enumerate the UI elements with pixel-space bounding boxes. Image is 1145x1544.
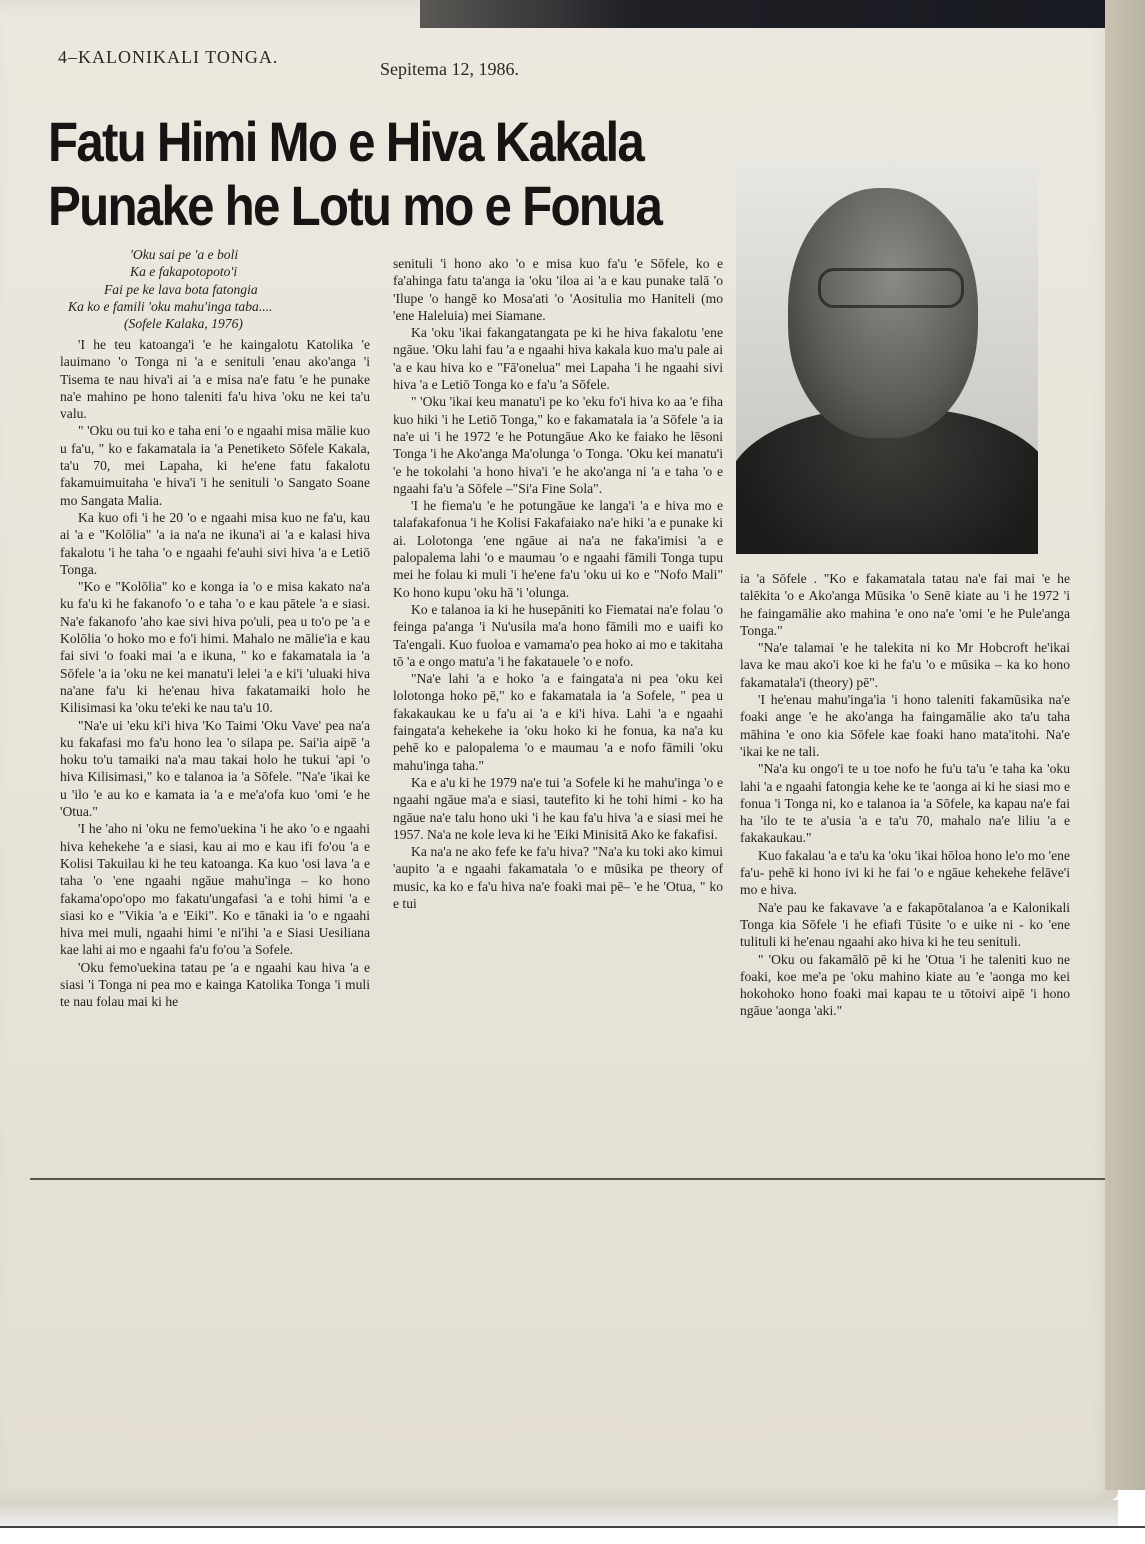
poem-line: 'Oku sai pe 'a e boli xyxy=(130,247,239,262)
headline xyxy=(48,110,662,238)
paragraph: "Na'e lahi 'a e hoko 'a e faingata'a ni pea 'oku kei lolotonga hoko pē," ko e fakamatala ia 'a Sofele, " pea u fakakaukau ke u fa'u ai 'a e ki'i hiva. Lahi 'a e ngaahi faingata'a kehekehe ia 'oku hoko ki he fonua, ka na'a ku pehē ko e palopalema 'o e maumau 'a e nofo fāmili 'oku mahu'inga taha." xyxy=(393,671,723,773)
paragraph: " 'Oku ou fakamālō pē ki he 'Otua 'i he taleniti kuo ne foaki, koe me'a pe 'oku mahino kiate au 'e 'aonga mo kei hokohoko hono foaki mai kapau te u tōtoivi aipē 'i hono ngāue 'aonga 'aki." xyxy=(740,951,1070,1019)
poem-line: Fai pe ke lava bota fatongia xyxy=(104,281,258,297)
paragraph: "Ko e "Kolōlia" ko e konga ia 'o e misa kakato na'a ku fa'u ki he fakanofo 'o e taha 'o e kau pātele 'a e siasi. Na'e fakanofo 'aho kae sivi hiva po'uli, pea u to'o pe 'a e Kolōlia 'o hoko mo e fo'i himi. Mahalo ne mālie'ia e kau fai sivi 'o foaki mai 'a e ikuna, " ko e fakamatala ia 'a Sōfele 'a ia 'oku ne kei manatu'i lelei 'a e ki'i 'uluaki hiva na'ane fa'u ki he'enau hiva fakatamaiki holo he Kilisimasi ka 'oku te'eki ke nau ta'u 10. xyxy=(60,579,370,716)
article-column-3 xyxy=(740,570,1070,1020)
paragraph: 'Oku femo'uekina tatau pe 'a e ngaahi kau hiva 'a e siasi 'i Tonga ni pea mo e kainga Katolika Tonga 'i muli te nau folau mai ki he xyxy=(60,959,370,1010)
portrait-photo xyxy=(736,158,1038,554)
page-bottom-edge xyxy=(0,1500,1118,1526)
paragraph: Na'e pau ke fakavave 'a e fakapōtalanoa 'a e Kalonikali Tonga kia Sōfele 'i he efiafi Tūsite 'o e uike ni - ko 'ene tulituli ki he'enau ngaahi ako hiva ki he teu senituli. xyxy=(740,899,1070,950)
paragraph: 'I he 'aho ni 'oku ne femo'uekina 'i he ako 'o e ngaahi hiva kehekehe 'a e siasi, kau ai mo e kau ifi fo'ou 'a e Kolisi Takuilau ki he teu katoanga. Ka kuo 'osi lava 'a e taha 'o 'ene ngaahi ngāue mahu'inga – ko hono fakama'opo'opo mo fakatu'ungafasi 'a e tohi himi 'a e siasi ko e "Vikia 'a e 'Eiki". Ko e tānaki ia 'o e ngaahi hiva mei muli, ngaahi himi 'e ni'ihi 'a e Siasi Uesiliana kae lahi ai mo e ngaahi fa'u fo'ou 'a Sofele. xyxy=(60,821,370,958)
article-column-2 xyxy=(393,255,723,912)
article-column-1 xyxy=(60,336,370,1011)
paragraph: Ka e a'u ki he 1979 na'e tui 'a Sofele ki he mahu'inga 'o e ngaahi ngāue ma'a e siasi, tautefito ki he tohi himi - ko ha ngāue na'e talu hono uki 'i he kau fa'u hiva 'a e siasi mei he 1957. Na'a ne kole leva ki he 'Eiki Minisitā Ako ke fakafisi. xyxy=(393,774,723,842)
background-edge xyxy=(420,0,1145,28)
headline-line-1: Fatu Himi Mo e Hiva Kakala xyxy=(48,110,644,173)
paragraph: 'I he teu katoanga'i 'e he kaingalotu Katolika 'e lauimano 'o Tonga ni 'a e senituli 'enau ako'anga 'i Tisema te nau hiva'i ai 'a e misa na'e fatu 'e he punake na'e mahino pe hono taleniti fa'u hiva 'oku ne kei ta'u valu. xyxy=(60,337,370,422)
paragraph: Kuo fakalau 'a e ta'u ka 'oku 'ikai hōloa hono le'o mo 'ene fa'u- pehē ki hono ivi ki he fai 'o e ngāue kehekehe felāve'i mo e hiva. xyxy=(740,847,1070,898)
paragraph: Ka 'oku 'ikai fakangatangata pe ki he hiva fakalotu 'ene ngāue. 'Oku lahi fau 'a e ngaahi hiva kakala kuo ma'u pale ai 'a e kau hiva ko e "Fā'onelua" mei Lapaha 'i he ngaahi sivi hiva 'a e Letiō Tonga ko e fa'u 'a Sōfele. xyxy=(393,325,723,393)
poem-line: Ka ko e famili 'oku mahu'inga taba.... xyxy=(68,298,273,314)
paragraph: "Na'e ui 'eku ki'i hiva 'Ko Taimi 'Oku Vave' pea na'a ku fakafasi mo fa'u hono lea 'o silapa pe. Sai'ia aipē 'a hoku to'u tamaiki na'a mau takai holo he tukui 'api 'o hiva Kilisimasi," ko e talanoa ia 'a Sōfele. "Na'e 'ikai ke u 'ilo 'e au ko e kamata ia 'a e me'a'ofa kuo 'omi 'e he 'Otua." xyxy=(60,717,370,820)
epigraph-poem xyxy=(68,246,318,332)
paragraph: "Na'e talamai 'e he talekita ni ko Mr Hobcroft he'ikai lava ke mau ako'i koe ki he fa'u 'o e mūsika – ka ko hono fakamatala'i (theory) pē". xyxy=(740,640,1070,690)
paragraph: 'I he'enau mahu'inga'ia 'i hono taleniti fakamūsika na'e foaki ange 'e he ako'anga ha faingamālie ako ta'u taha māhina 'e ono kia Sōfele kae foaki hano mata'itohi. Na'e 'ikai ke ne tali. xyxy=(740,692,1070,759)
page-edge-shadow xyxy=(1105,0,1145,1490)
paragraph: " 'Oku 'ikai keu manatu'i pe ko 'eku fo'i hiva ko aa 'e fiha kuo hiki 'i he Letiō Tonga," ko e fakamatala ia 'a Sōfele 'a ia na'e ui 'i he 1972 'e he Potungāue Ako ke faiako he lēsoni Tonga 'i he Ako'anga Ma'olunga 'o Tonga. 'Oku kei manatu'i 'e he tokolahi 'a hono hiva'i 'e he ako'anga ni 'a e taha 'o e ngaahi fa'u 'a Sōfele –"Si'a Fine Sola". xyxy=(393,394,723,496)
bottom-border xyxy=(0,1526,1145,1528)
publication-name: 4–KALONIKALI TONGA. xyxy=(58,47,279,67)
paragraph: " 'Oku ou tui ko e taha eni 'o e ngaahi misa mālie kuo u fa'u, " ko e fakamatala ia 'a Penetiketo Sōfele Kakala, ta'u 70, mei Lapaha, ki he'ene fatu fakalotu fakamuimuitaha 'e hiva'i 'i he senituli 'o Sangato Soane mo Sangata Malia. xyxy=(60,423,370,508)
article-bottom-rule xyxy=(30,1178,1105,1180)
paragraph: Ka kuo ofi 'i he 20 'o e ngaahi misa kuo ne fa'u, kau ai 'a e "Kolōlia" 'a ia na'a ne ikuna'i ai 'a e kalasi hiva fakalotu 'i he taha 'o e ngaahi fe'auhi sivi hiva 'a e Letiō Tonga. xyxy=(60,509,370,577)
paragraph: Ko e talanoa ia ki he husepāniti ko Fiematai na'e folau 'o feinga pa'anga 'i Nu'usila ma'a hono fāmili mo e uaifi ko Ta'engali. Kuo fuoloa e vamama'o pea hoko ai mo e takitaha tō 'a e ongo matu'a 'i he fakatauele 'o e nofo. xyxy=(393,601,723,669)
paragraph: 'I he fiema'u 'e he potungāue ke langa'i 'a e hiva mo e talafakafonua 'i he Kolisi Fakafaiako na'e hiki 'a e punake ki ai. Lolotonga 'ene ngāue ai na'a ne faka'imisi 'a e palopalema lahi 'o e maumau 'o e ngaahi fāmili Tonga tupu mei he folau ki muli 'i he'ene fa'u 'oku ui ko e "Nofo Mali" Ko hono kupu 'oku hā 'i 'olunga. xyxy=(393,498,723,600)
paragraph: senituli 'i hono ako 'o e misa kuo fa'u 'e Sōfele, ko e fa'ahinga fatu ta'anga ia 'oku 'iloa ai 'a e kau punake talā 'o 'Ilupe 'o hangē ko Mosa'ati 'o 'Aositulia mo Haniteli (mo 'ene Haleluia) mei Siamane. xyxy=(393,256,723,323)
headline-line-2: Punake he Lotu mo e Fonua xyxy=(48,174,662,237)
poem-attribution: (Sofele Kalaka, 1976) xyxy=(124,316,243,332)
issue-date: Sepitema 12, 1986. xyxy=(380,59,519,79)
paragraph: "Na'a ku ongo'i te u toe nofo he fu'u ta'u 'e taha ka 'oku lahi 'a e ngaahi fatongia kehe ke te 'aonga ai ki he siasi mo e fonua 'i Tonga ni, ko e talanoa ia 'a Sōfele, ka kapau na'e fai ha 'ilo te te a'usia 'a e ta'u 70, mahalo na'e liliu 'a e fakakaukau." xyxy=(740,761,1070,846)
paragraph: Ka na'a ne ako fefe ke fa'u hiva? "Na'a ku toki ako kimui 'aupito 'a e ngaahi fakamatala 'o e mūsika pe theory of music, ka ko e fa'u hiva na'e foaki mai pē– 'e he 'Otua, " ko e tui xyxy=(393,844,723,911)
paragraph: ia 'a Sōfele . "Ko e fakamatala tatau na'e fai mai 'e he talēkita 'o e Ako'anga Mūsika 'o Senē kiate au 'i he 1972 'i he faingamālie ako mahina 'e ono na'e 'omi 'e he Pule'anga Tonga." xyxy=(740,571,1070,638)
poem-line: Ka e fakapotopoto'i xyxy=(130,264,238,280)
